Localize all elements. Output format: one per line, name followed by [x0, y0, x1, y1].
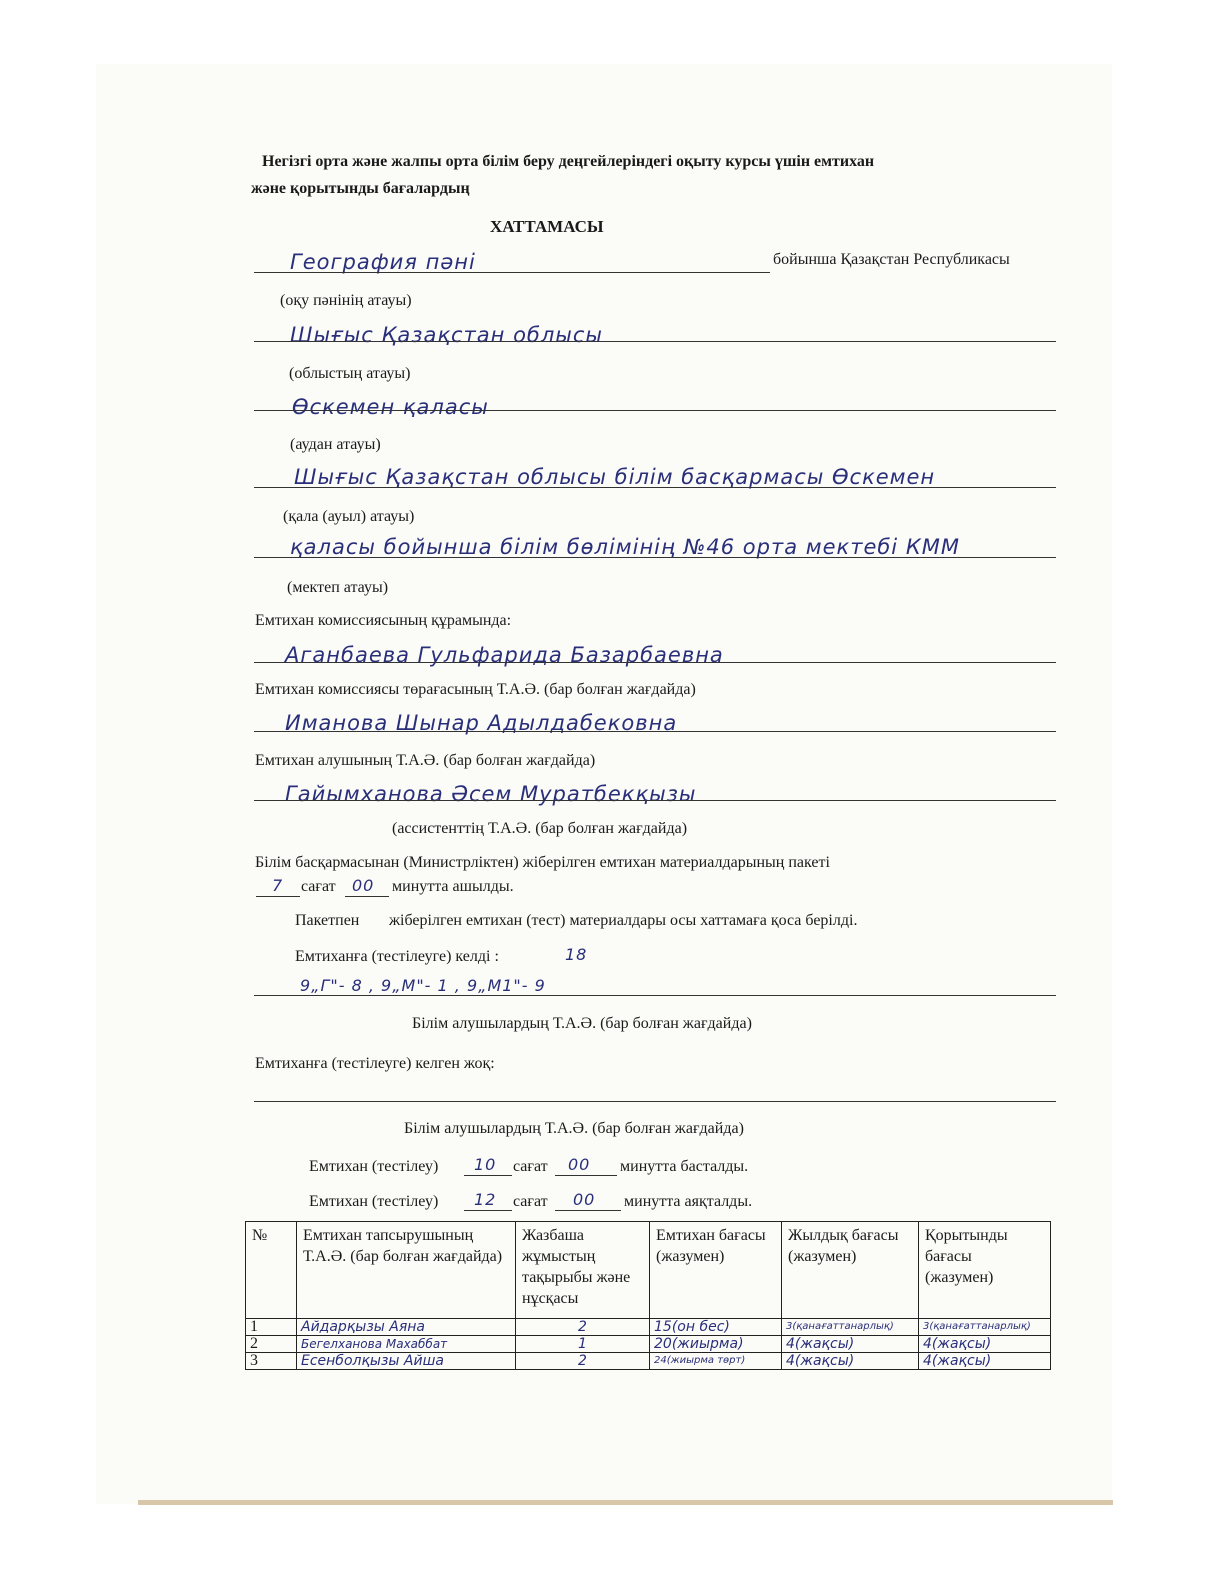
district-caption: (аудан атауы)	[290, 436, 381, 453]
city-caption: (қала (ауыл) атауы)	[283, 508, 415, 525]
cell-final-grade: 3(қанағаттанарлық)	[919, 1319, 1051, 1336]
start-hour-line	[464, 1175, 512, 1176]
paper-edge	[138, 1500, 1113, 1505]
arrived-list: 9„Г"- 8 , 9„М"- 1 , 9„М1"- 9	[300, 976, 546, 995]
end-hour: 12	[474, 1190, 497, 1209]
cell-student-name: Бегелханова Махаббат	[297, 1336, 516, 1353]
start-prefix: Емтихан (тестілеу)	[309, 1158, 439, 1175]
package-line-1: Білім басқармасынан (Министрліктен) жіберілген емтихан материалдарының пакеті	[255, 854, 830, 871]
examiner-value: Гайымханова Әсем Муратбекқызы	[285, 782, 697, 806]
header-exam-grade: Емтихан бағасы (жазумен)	[650, 1222, 782, 1319]
arrived-count: 18	[565, 945, 588, 964]
absent-line	[254, 1101, 1056, 1102]
cell-topic: 2	[516, 1319, 650, 1336]
commission-member: Аганбаева Гульфарида Базарбаевна	[285, 643, 724, 667]
district-line	[254, 410, 1056, 411]
cell-exam-grade: 15(он бес)	[650, 1319, 782, 1336]
school-caption: (мектеп атауы)	[287, 579, 389, 596]
header-topic: Жазбаша жұмыстың тақырыбы және нұсқасы	[516, 1222, 650, 1319]
cell-annual-grade: 4(жақсы)	[782, 1353, 919, 1370]
cell-topic: 2	[516, 1353, 650, 1370]
end-suffix: минутта аяқталды.	[624, 1193, 753, 1210]
chair-line	[254, 731, 1056, 732]
cell-final-grade: 4(жақсы)	[919, 1353, 1051, 1370]
header-line-1: Негізгі орта және жалпы орта білім беру деңгейлеріндегі оқыту курсы үшін емтихан	[262, 153, 875, 170]
assistant-caption: (ассистенттің Т.А.Ә. (бар болған жағдайда)	[392, 820, 688, 837]
package-opened: минутта ашылды.	[392, 878, 514, 895]
cell-topic: 1	[516, 1336, 650, 1353]
table-row	[246, 1319, 1051, 1336]
cell-number: 1	[246, 1319, 297, 1336]
chair-label: Емтихан комиссиясы төрағасының Т.А.Ә. (бар болған жағдайда)	[255, 681, 696, 698]
package-minute: 00	[352, 876, 375, 895]
start-minute: 00	[568, 1155, 591, 1174]
cell-final-grade: 4(жақсы)	[919, 1336, 1051, 1353]
chair-value: Иманова Шынар Адылдабековна	[285, 711, 678, 735]
city-value: Шығыс Қазақстан облысы білім басқармасы Өскемен	[294, 465, 936, 489]
region-line	[254, 341, 1056, 342]
arrived-line	[254, 995, 1056, 996]
end-minute-line	[555, 1210, 621, 1211]
subject-value: География пәні	[290, 250, 476, 274]
header-annual-grade: Жылдық бағасы (жазумен)	[782, 1222, 919, 1319]
students-caption-1: Білім алушылардың Т.А.Ә. (бар болған жағдайда)	[412, 1015, 752, 1032]
header-line-2: және қорытынды бағалардың	[251, 180, 470, 197]
package-attached-b: жіберілген емтихан (тест) материалдары осы хаттамаға қоса берілді.	[389, 912, 858, 929]
start-suffix: минутта басталды.	[620, 1158, 749, 1175]
subject-suffix: бойынша Қазақстан Республикасы	[773, 251, 1010, 268]
region-value: Шығыс Қазақстан облысы	[290, 323, 603, 347]
table-row	[246, 1336, 1051, 1353]
cell-annual-grade: 4(жақсы)	[782, 1336, 919, 1353]
district-value: Өскемен қаласы	[292, 395, 489, 419]
cell-exam-grade: 20(жиырма)	[650, 1336, 782, 1353]
absent-label: Емтиханға (тестілеуге) келген жоқ:	[255, 1055, 495, 1072]
package-hour-line	[256, 896, 300, 897]
table-header-row	[246, 1222, 1051, 1319]
start-sagat: сағат	[513, 1158, 548, 1175]
end-sagat: сағат	[513, 1193, 548, 1210]
commission-member-line	[254, 662, 1056, 663]
examiner-line	[254, 800, 1056, 801]
commission-label: Емтихан комиссиясының құрамында:	[255, 612, 512, 629]
package-minute-line	[345, 896, 389, 897]
cell-exam-grade: 24(жиырма төрт)	[650, 1353, 782, 1370]
cell-student-name: Айдарқызы Аяна	[297, 1319, 516, 1336]
document-title: ХАТТАМАСЫ	[490, 217, 604, 236]
end-prefix: Емтихан (тестілеу)	[309, 1193, 439, 1210]
end-hour-line	[464, 1210, 512, 1211]
header-number: №	[246, 1222, 297, 1319]
school-line	[254, 557, 1056, 558]
end-minute: 00	[573, 1190, 596, 1209]
package-hour: 7	[272, 876, 284, 895]
cell-student-name: Есенболқызы Айша	[297, 1353, 516, 1370]
start-hour: 10	[474, 1155, 497, 1174]
city-line	[254, 487, 1056, 488]
table-row	[246, 1353, 1051, 1370]
grades-table	[245, 1221, 1051, 1370]
cell-number: 2	[246, 1336, 297, 1353]
cell-number: 3	[246, 1353, 297, 1370]
region-caption: (облыстың атауы)	[289, 365, 411, 382]
school-value: қаласы бойынша білім бөлімінің №46 орта мектебі КММ	[290, 535, 960, 559]
start-minute-line	[555, 1175, 617, 1176]
examiner-label: Емтихан алушының Т.А.Ә. (бар болған жағдайда)	[255, 752, 596, 769]
header-final-grade: Қорытынды бағасы (жазумен)	[919, 1222, 1051, 1319]
package-attached-a: Пакетпен	[295, 912, 360, 929]
header-student-name: Емтихан тапсырушының Т.А.Ә. (бар болған жағдайда)	[297, 1222, 516, 1319]
arrived-label: Емтиханға (тестілеуге) келді :	[295, 948, 499, 965]
students-caption-2: Білім алушылардың Т.А.Ә. (бар болған жағдайда)	[404, 1120, 744, 1137]
cell-annual-grade: 3(қанағаттанарлық)	[782, 1319, 919, 1336]
subject-line	[254, 272, 770, 273]
subject-caption: (оқу пәнінің атауы)	[280, 292, 412, 309]
package-sagat: сағат	[301, 878, 336, 895]
